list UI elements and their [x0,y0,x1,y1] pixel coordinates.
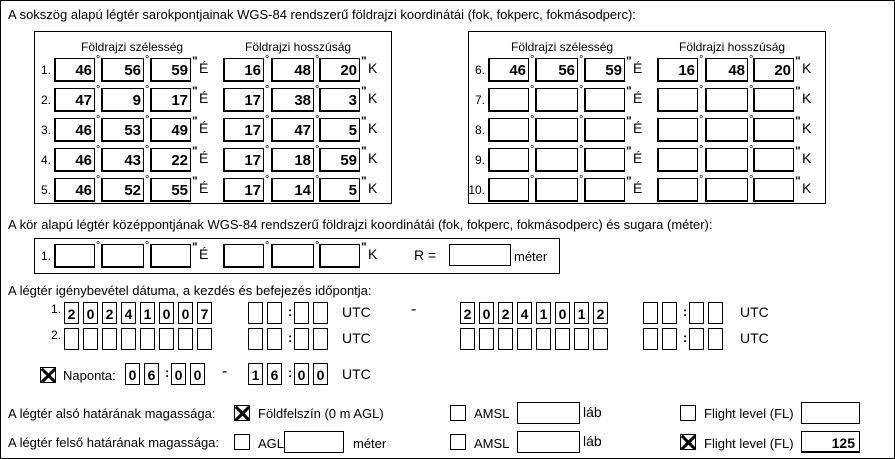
east-mark: K [368,90,378,106]
degree-mark: ° [579,84,584,96]
lat-min-field[interactable]: 9 [101,88,144,112]
second-mark: " [361,174,367,188]
date-digit-cell[interactable]: 4 [121,302,136,324]
east-mark: K [368,180,378,196]
lat-sec-field[interactable]: 17 [150,88,191,112]
lat-deg-field[interactable] [488,178,529,202]
second-mark: " [626,84,632,98]
row-number: 9. [474,153,485,167]
lat-sec-field[interactable] [584,148,625,172]
second-mark: " [626,54,632,68]
degree-mark: ° [699,174,704,186]
date-digit-cell[interactable]: 0 [178,302,193,324]
daily-label: Naponta: [63,368,116,383]
lat-sec-field[interactable]: 59 [150,58,191,82]
time-hour-cell[interactable] [662,302,677,324]
degree-mark: ° [265,54,270,66]
degree-mark: ° [265,240,270,252]
degree-mark: ° [145,174,150,186]
lat-header: Földrajzi szélesség [81,40,184,54]
lon-sec-field[interactable]: 59 [319,148,360,172]
date-digit-cell[interactable]: 7 [197,302,212,324]
upper-fl-checkbox[interactable] [680,434,696,450]
second-mark: " [795,144,801,158]
lon-deg-field[interactable]: 16 [223,58,264,82]
lon-min-field[interactable] [705,178,748,202]
date-digit-cell[interactable]: 4 [517,302,532,324]
lon-min-field[interactable]: 47 [271,118,314,142]
degree-mark: ° [530,144,535,156]
north-mark: É [199,90,209,106]
row-number: 1. [40,63,51,77]
second-mark: " [795,54,801,68]
dates-title: A légtér igénybevétel dátuma, a kezdés és befejezés időpontja: [8,283,372,298]
degree-mark: ° [145,144,150,156]
lon-deg-field[interactable]: 16 [657,58,698,82]
daily-utc: UTC [342,366,371,382]
degree-mark: ° [96,114,101,126]
lat-deg-field[interactable]: 47 [54,88,95,112]
lat-sec-field[interactable]: 59 [584,58,625,82]
row-number: 5. [40,183,51,197]
degree-mark: ° [315,174,320,186]
north-mark: É [199,120,209,136]
lon-min-field[interactable]: 14 [271,178,314,202]
lat-sec-field[interactable] [584,88,625,112]
upper-amsl-unit: láb [583,433,602,449]
time-minute-cell[interactable] [313,302,328,324]
lat-deg-field[interactable] [488,118,529,142]
second-mark: " [192,174,198,188]
lat-deg-field[interactable]: 46 [54,148,95,172]
lon-min-field[interactable] [705,148,748,172]
lon-sec-field[interactable]: 20 [319,58,360,82]
row-number: 10. [468,183,485,197]
lon-deg-field[interactable]: 17 [223,148,264,172]
second-mark: " [192,54,198,68]
lat-min-field[interactable] [535,178,578,202]
lower-ground-checkbox[interactable] [234,405,250,421]
east-mark: K [802,120,812,136]
daily-minute-cell[interactable]: 0 [171,363,186,385]
lon-deg-field[interactable]: 17 [223,178,264,202]
degree-mark: ° [699,144,704,156]
daily-hour-cell[interactable]: 0 [125,363,140,385]
lat-deg-field[interactable]: 46 [54,118,95,142]
utc-label: UTC [740,330,769,346]
north-mark: É [633,150,643,166]
date-digit-cell[interactable] [64,328,79,350]
degree-mark: ° [579,54,584,66]
north-mark: É [199,246,209,262]
east-mark: K [368,150,378,166]
degree-mark: ° [315,240,320,252]
lon-deg-field[interactable] [657,118,698,142]
time-hour-cell[interactable] [267,328,282,350]
lower-amsl-label: AMSL [474,406,510,421]
degree-mark: ° [579,114,584,126]
lat-header: Földrajzi szélesség [511,40,614,54]
north-mark: É [633,60,643,76]
lat-sec-field[interactable] [150,244,191,268]
corner-row [25,144,385,172]
degree-mark: ° [749,54,754,66]
corner-row [25,84,385,112]
degree-mark: ° [96,174,101,186]
date-dash: - [411,301,417,318]
lon-header: Földrajzi hosszúság [679,40,786,54]
row-number: 3. [40,123,51,137]
corner-row [459,144,819,172]
degree-mark: ° [145,84,150,96]
date-digit-cell[interactable] [517,328,532,350]
date-digit-cell[interactable] [536,328,551,350]
date-digit-cell[interactable]: 0 [479,302,494,324]
east-mark: K [368,60,378,76]
lower-altitude-label: A légtér alsó határának magassága: [8,406,216,421]
date-digit-cell[interactable]: 2 [498,302,513,324]
upper-fl-label: Flight level (FL) [704,436,794,451]
daily-minute-cell[interactable]: 0 [313,363,328,385]
time-colon: : [288,330,293,345]
lat-deg-field[interactable] [54,244,95,268]
lat-min-field[interactable] [535,88,578,112]
date-digit-cell[interactable] [197,328,212,350]
second-mark: " [795,114,801,128]
time-colon: : [683,304,688,319]
time-colon: : [288,304,293,319]
date-digit-cell[interactable]: 1 [574,302,589,324]
lon-sec-field[interactable] [753,178,794,202]
corner-row [25,54,385,82]
east-mark: K [802,150,812,166]
daily-checkbox[interactable] [40,367,56,383]
lat-min-field[interactable]: 43 [101,148,144,172]
north-mark: É [199,150,209,166]
date-digit-cell[interactable]: 2 [460,302,475,324]
lat-min-field[interactable] [101,244,144,268]
daily-dash: - [222,363,228,380]
second-mark: " [626,174,632,188]
corners-title: A sokszög alapú légtér sarokpontjainak WGS-84 rendszerű földrajzi koordinátái (fok, fokperc, fokmásodperc): [8,7,636,22]
daily-minute-cell[interactable]: 0 [190,363,205,385]
second-mark: " [626,114,632,128]
time-hour-cell[interactable] [643,302,658,324]
lon-sec-field[interactable] [753,148,794,172]
degree-mark: ° [579,174,584,186]
date-digit-cell[interactable] [102,328,117,350]
upper-altitude-label: A légtér felső határának magassága: [8,435,220,450]
lon-min-field[interactable]: 48 [705,58,748,82]
date-row-number: 1. [50,302,61,316]
second-mark: " [192,144,198,158]
degree-mark: ° [315,84,320,96]
date-digit-cell[interactable]: 0 [159,302,174,324]
lat-deg-field[interactable]: 46 [54,178,95,202]
date-digit-cell[interactable] [555,328,570,350]
degree-mark: ° [699,114,704,126]
time-hour-cell[interactable] [248,302,263,324]
north-mark: É [633,180,643,196]
lat-min-field[interactable]: 56 [101,58,144,82]
lon-sec-field[interactable] [319,244,360,268]
upper-agl-field[interactable] [284,431,344,453]
time-minute-cell[interactable] [689,328,704,350]
circle-row [25,240,385,268]
upper-amsl-checkbox[interactable] [450,434,466,450]
radius-field[interactable] [449,244,511,266]
time-minute-cell[interactable] [708,328,723,350]
degree-mark: ° [579,144,584,156]
utc-label: UTC [740,304,769,320]
second-mark: " [361,84,367,98]
lon-min-field[interactable] [271,244,314,268]
lat-deg-field[interactable]: 46 [488,58,529,82]
date-digit-cell[interactable] [83,328,98,350]
utc-label: UTC [342,330,371,346]
degree-mark: ° [145,114,150,126]
daily-colon: : [165,365,170,380]
time-hour-cell[interactable] [248,328,263,350]
north-mark: É [633,120,643,136]
corner-row [25,174,385,202]
date-digit-cell[interactable] [121,328,136,350]
east-mark: K [802,60,812,76]
degree-mark: ° [265,174,270,186]
daily-hour-cell[interactable]: 6 [144,363,159,385]
date-digit-cell[interactable] [498,328,513,350]
date-digit-cell[interactable] [460,328,475,350]
daily-hour-cell[interactable]: 6 [267,363,282,385]
degree-mark: ° [530,114,535,126]
row-number: 2. [40,93,51,107]
second-mark: " [361,240,367,254]
lower-ground-label: Földfelszín (0 m AGL) [258,406,384,421]
lon-deg-field[interactable] [657,88,698,112]
row-number: 1. [40,249,51,263]
lon-deg-field[interactable] [657,178,698,202]
degree-mark: ° [96,144,101,156]
corner-row [459,174,819,202]
lat-min-field[interactable]: 56 [535,58,578,82]
upper-agl-checkbox[interactable] [234,434,250,450]
second-mark: " [192,84,198,98]
degree-mark: ° [530,84,535,96]
lon-header: Földrajzi hosszúság [245,40,352,54]
degree-mark: ° [699,54,704,66]
date-digit-cell[interactable]: 2 [64,302,79,324]
second-mark: " [361,54,367,68]
row-number: 8. [474,123,485,137]
lon-sec-field[interactable]: 3 [319,88,360,112]
row-number: 7. [474,93,485,107]
date-digit-cell[interactable]: 1 [140,302,155,324]
degree-mark: ° [265,144,270,156]
lat-deg-field[interactable] [488,148,529,172]
degree-mark: ° [145,54,150,66]
north-mark: É [199,180,209,196]
lower-amsl-unit: láb [583,404,602,420]
date-digit-cell[interactable]: 1 [536,302,551,324]
east-mark: K [368,120,378,136]
lat-min-field[interactable]: 52 [101,178,144,202]
north-mark: É [199,60,209,76]
lower-fl-checkbox[interactable] [680,405,696,421]
lon-deg-field[interactable] [657,148,698,172]
upper-agl-unit: méter [353,436,387,451]
lat-sec-field[interactable]: 22 [150,148,191,172]
second-mark: " [361,114,367,128]
time-hour-cell[interactable] [662,328,677,350]
time-minute-cell[interactable] [313,328,328,350]
corner-row [459,54,819,82]
lat-sec-field[interactable]: 55 [150,178,191,202]
daily-colon: : [288,365,293,380]
time-hour-cell[interactable] [643,328,658,350]
upper-fl-field[interactable]: 125 [801,431,860,453]
time-minute-cell[interactable] [294,328,309,350]
lat-sec-field[interactable] [584,118,625,142]
lower-fl-field[interactable] [801,402,860,424]
lon-deg-field[interactable]: 17 [223,88,264,112]
row-number: 4. [40,153,51,167]
lat-sec-field[interactable] [584,178,625,202]
lon-deg-field[interactable]: 17 [223,118,264,142]
date-digit-cell[interactable] [574,328,589,350]
degree-mark: ° [315,144,320,156]
degree-mark: ° [315,114,320,126]
lon-min-field[interactable]: 18 [271,148,314,172]
corner-row [459,84,819,112]
degree-mark: ° [96,240,101,252]
lon-min-field[interactable] [705,118,748,142]
lon-min-field[interactable]: 48 [271,58,314,82]
date-digit-cell[interactable] [178,328,193,350]
date-digit-cell[interactable] [140,328,155,350]
radius-label: R = [414,247,437,263]
north-mark: É [633,90,643,106]
degree-mark: ° [265,84,270,96]
lower-amsl-field[interactable] [517,402,580,424]
degree-mark: ° [265,114,270,126]
degree-mark: ° [145,240,150,252]
second-mark: " [192,114,198,128]
date-digit-cell[interactable]: 0 [83,302,98,324]
radius-unit: méter [514,249,548,264]
east-mark: K [802,90,812,106]
lon-deg-field[interactable] [223,244,264,268]
lon-sec-field[interactable]: 5 [319,178,360,202]
time-minute-cell[interactable] [689,302,704,324]
time-colon: : [683,330,688,345]
date-digit-cell[interactable]: 2 [593,302,608,324]
time-minute-cell[interactable] [708,302,723,324]
degree-mark: ° [749,144,754,156]
circle-title: A kör alapú légtér középpontjának WGS-84 rendszerű földrajzi koordinátái (fok, fokperc, fokmásodperc) és sugara (méter): [8,217,713,232]
second-mark: " [795,84,801,98]
degree-mark: ° [749,114,754,126]
lat-deg-field[interactable]: 46 [54,58,95,82]
lat-min-field[interactable]: 53 [101,118,144,142]
time-minute-cell[interactable] [294,302,309,324]
daily-minute-cell[interactable]: 0 [294,363,309,385]
lon-sec-field[interactable]: 5 [319,118,360,142]
date-row-number: 2. [50,328,61,342]
lat-min-field[interactable] [535,148,578,172]
second-mark: " [795,174,801,188]
degree-mark: ° [96,84,101,96]
lon-sec-field[interactable]: 20 [753,58,794,82]
date-digit-cell[interactable] [479,328,494,350]
lon-min-field[interactable]: 38 [271,88,314,112]
degree-mark: ° [749,84,754,96]
lat-min-field[interactable] [535,118,578,142]
corner-row [459,114,819,142]
degree-mark: ° [315,54,320,66]
lat-deg-field[interactable] [488,88,529,112]
degree-mark: ° [530,174,535,186]
degree-mark: ° [749,174,754,186]
row-number: 6. [474,63,485,77]
lon-min-field[interactable] [705,88,748,112]
degree-mark: ° [530,54,535,66]
utc-label: UTC [342,304,371,320]
degree-mark: ° [96,54,101,66]
east-mark: K [368,246,378,262]
lon-sec-field[interactable] [753,88,794,112]
upper-amsl-field[interactable] [517,431,580,453]
lower-amsl-checkbox[interactable] [450,405,466,421]
lower-fl-label: Flight level (FL) [704,406,794,421]
second-mark: " [192,240,198,254]
date-digit-cell[interactable] [593,328,608,350]
date-digit-cell[interactable]: 2 [102,302,117,324]
east-mark: K [802,180,812,196]
lon-sec-field[interactable] [753,118,794,142]
date-digit-cell[interactable] [159,328,174,350]
corner-row [25,114,385,142]
second-mark: " [626,144,632,158]
upper-amsl-label: AMSL [474,436,510,451]
upper-agl-label: AGL [258,436,285,451]
degree-mark: ° [699,84,704,96]
daily-hour-cell[interactable]: 1 [248,363,263,385]
lat-sec-field[interactable]: 49 [150,118,191,142]
date-digit-cell[interactable]: 0 [555,302,570,324]
time-hour-cell[interactable] [267,302,282,324]
second-mark: " [361,144,367,158]
